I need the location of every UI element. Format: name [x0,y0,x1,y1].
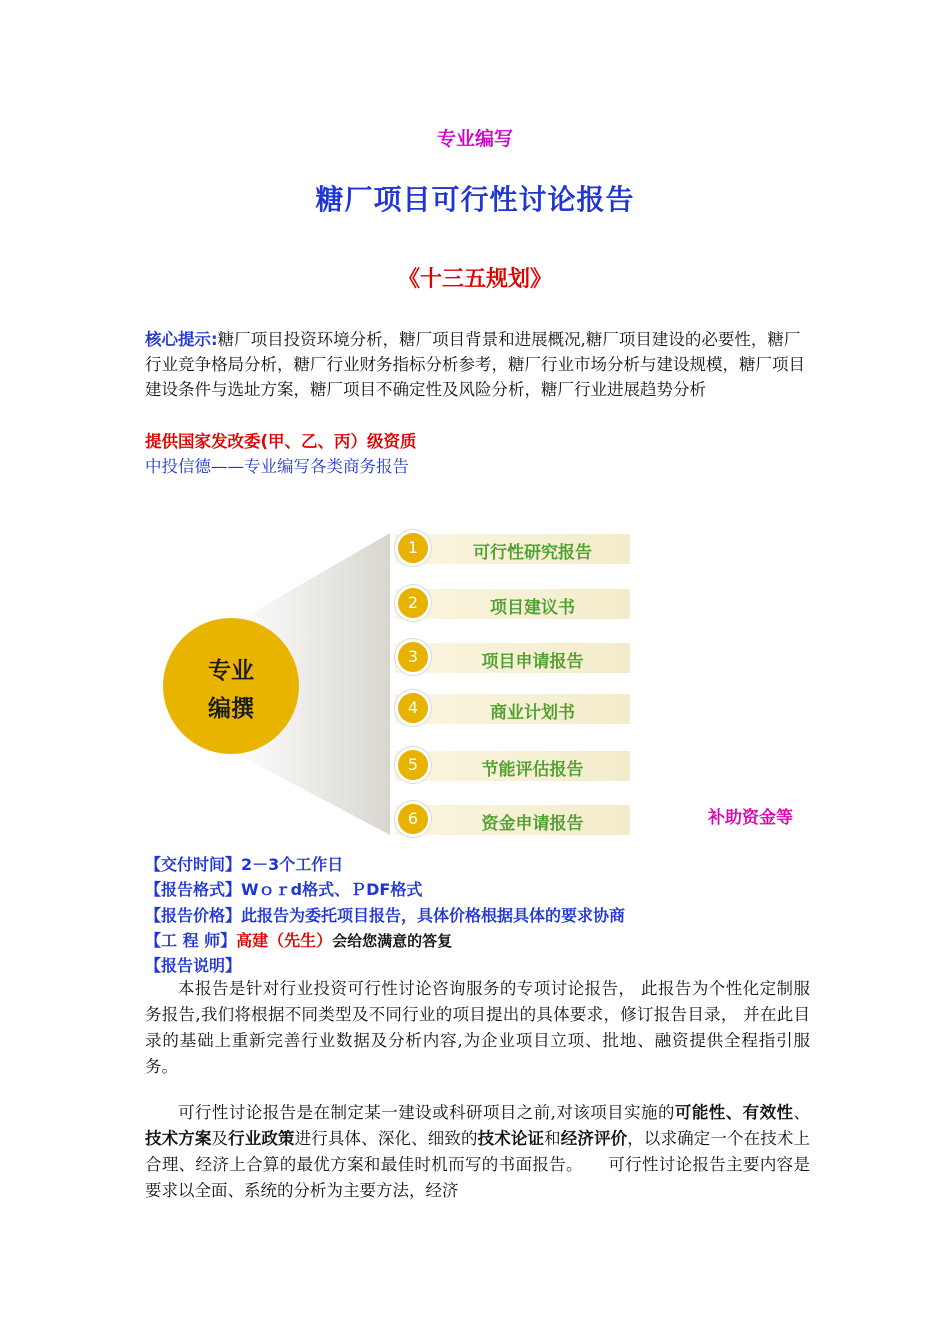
number-badge: 6 [395,801,431,837]
delivery-value: 2－3个工作日 [241,855,344,874]
engineer-label: 【工 程 师】 [145,931,237,950]
service-label: 资金申请报告 [481,814,584,834]
para-text: 及 [211,1129,229,1148]
paragraph-feasibility [145,1100,810,1204]
format-value: Wｏｒd格式、ＰDF格式 [241,880,423,899]
para-bold: 经济评价 [560,1129,628,1148]
format-label: 【报告格式】 [145,880,242,899]
service-label: 商业计划书 [490,703,575,723]
service-item-2 [395,589,630,619]
plan-subtitle: 《十三五规划》 [397,267,552,292]
company-tagline: 中投信德——专业编写各类商务报告 [145,457,409,476]
service-label: 节能评估报告 [481,760,584,780]
para-text: 和 [544,1129,561,1148]
service-item-5 [395,751,630,781]
para-bold: 可能性、有效性 [674,1103,794,1122]
number-badge: 1 [395,530,431,566]
services-diagram [150,515,830,845]
delivery-row [145,852,343,875]
para-text: 可行性讨论报告是在制定某一建设或科研项目之前,对该项目实施的 [178,1103,675,1122]
service-item-3 [395,643,630,673]
service-item-1 [395,534,630,564]
para-bold: 技术论证 [477,1129,545,1148]
service-label: 项目申请报告 [481,652,584,672]
number-badge: 2 [395,585,431,621]
hub-line-2: 编撰 [208,696,254,722]
summary-text: 糖厂项目投资环境分析，糖厂项目背景和进展概况,糖厂项目建设的必要性，糖厂行业竞争格局分析，糖厂行业财务指标分析参考，糖厂行业市场分析与建设规模，糖厂项目建设条件与选址方案，糖厂项目不确定性及风险分析，糖厂行业进展趋势分析 [145,330,805,399]
para-bold: 技术方案 [145,1129,212,1148]
summary-label: 核心提示: [145,330,218,349]
engineer-note: 会给您满意的答复 [332,932,453,950]
service-label: 可行性研究报告 [473,543,592,563]
diagram-extra-text: 补助资金等 [708,808,793,828]
number-badge: 5 [395,747,431,783]
summary-block [145,327,807,402]
para-text: 进行具体、深化、细致的 [294,1129,478,1148]
price-value: 此报告为委托项目报告，具体价格根据具体的要求协商 [241,906,626,925]
engineer-name: 高建（先生） [236,931,333,950]
number-badge: 3 [395,639,431,675]
engineer-row [145,928,452,951]
qualification-text: 提供国家发改委(甲、乙、丙）级资质 [145,432,417,451]
hub-line-1: 专业 [208,658,254,684]
service-label: 项目建议书 [490,598,575,618]
format-row [145,877,422,900]
price-label: 【报告价格】 [145,906,242,925]
para-text: 、 [793,1103,810,1122]
para-text: ，以求确定一个在技术上合理、经济上合算的最优方案和最佳时机而写的书面报告。 可行性讨论报告主要内容是要求以全面、系统的分析为主要方法，经济 [145,1129,811,1200]
service-item-4 [395,694,630,724]
paragraph-report-intro: 本报告是针对行业投资可行性讨论咨询服务的专项讨论报告， 此报告为个性化定制服务报告,我们将根据不同类型及不同行业的项目提出的具体要求，修订报告目录， 并在此目录的基础上重新完善行业数据及分析内容,为企业项目立项、批地、融资提供全程指引服务。 [145,979,810,1076]
number-badge: 4 [395,690,431,726]
kicker-text: 专业编写 [436,128,513,150]
hub-circle [163,618,299,754]
price-row [145,903,625,926]
para-bold: 行业政策 [228,1129,295,1148]
description-heading: 【报告说明】 [145,956,242,975]
document-title: 糖厂项目可行性讨论报告 [315,183,635,216]
service-item-6 [395,805,630,835]
delivery-label: 【交付时间】 [145,855,242,874]
